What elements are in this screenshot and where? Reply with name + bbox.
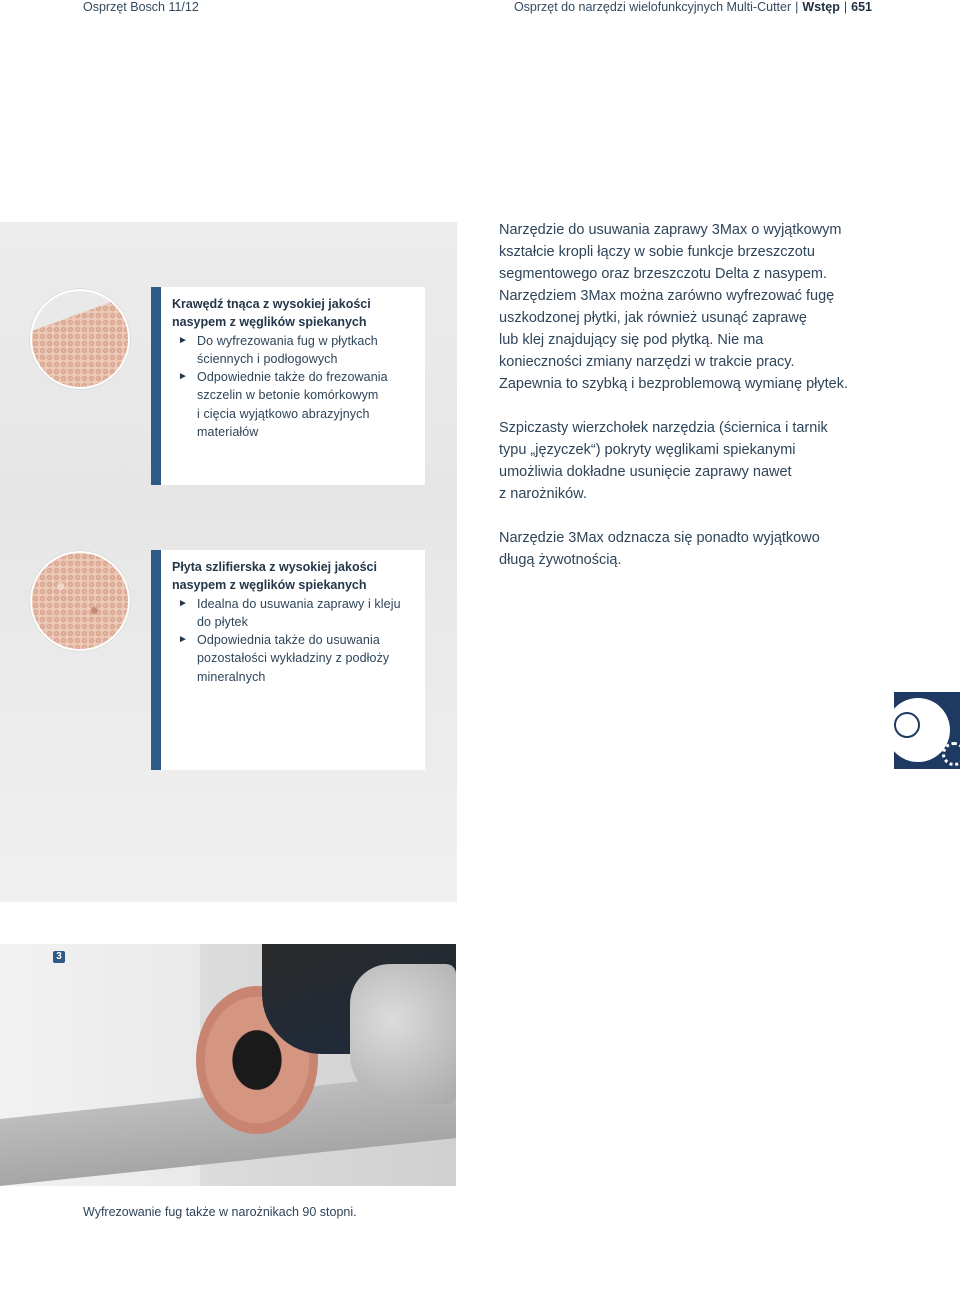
header-title: Osprzęt do narzędzi wielofunkcyjnych Multi-Cutter <box>513 0 792 14</box>
figure-caption: Wyfrezowanie fug także w narożnikach 90 stopni. <box>83 1205 357 1219</box>
list-item: ► Idealna do usuwania zaprawy i kleju do płytek <box>178 596 401 629</box>
card2-bullets <box>172 595 425 686</box>
glove-hand-image <box>350 964 456 1104</box>
card2-title: Płyta szlifierska z wysokiej jakości nasypem z węglików spiekanych <box>172 560 377 593</box>
application-photo <box>0 944 456 1186</box>
section-tab-blade-icon <box>894 692 960 769</box>
arrow-icon: ► <box>178 371 188 383</box>
card1-title: Krawędź tnąca z wysokiej jakości nasypem z węglików spiekanych <box>172 297 371 330</box>
page-number: 651 <box>851 0 872 14</box>
arrow-icon: ► <box>178 334 188 346</box>
feature-card-cutting-edge <box>151 287 425 485</box>
paragraph-3: Narzędzie 3Max odznacza się ponadto wyjątkowo długą żywotnością. <box>499 530 820 568</box>
paragraph-2: Szpiczasty wierzchołek narzędzia (ściernica i tarnik typu „języczek“) pokryty węglikami spiekanymi umożliwia dokładne usunięcie zaprawy nawet z narożników. <box>499 420 828 502</box>
card1-bullets <box>172 332 425 442</box>
figure-number-badge: 3 <box>53 951 65 963</box>
list-item: ► Odpowiednie także do frezowania szczelin w betonie komórkowym i cięcia wyjątkowo abrazyjnych materiałów <box>178 370 388 440</box>
arrow-icon: ► <box>178 597 188 609</box>
grinding-plate-sample-image <box>30 551 130 651</box>
paragraph-1: Narzędzie do usuwania zaprawy 3Max o wyjątkowym kształcie kropli łączy w sobie funkcje brzeszczotu segmentowego oraz brzeszczotu Delta z nasypem. Narzędziem 3Max można zarówno wyfrezować fugę uszkodzonej płytki, jak również usunąć zaprawę lub klej znajdujący się pod płytką. Nie ma konieczności zmiany narzędzi w trakcie pracy. Zapewnia to szybką i bezproblemową wymianę płytek. <box>499 222 848 392</box>
header-section: Wstęp <box>802 0 840 14</box>
list-item: ► Odpowiednia także do usuwania pozostałości wykładziny z podłoży mineralnych <box>178 633 390 684</box>
carbide-edge-sample-image <box>30 289 130 389</box>
blade-hub-icon <box>894 712 920 738</box>
feature-card-grinding-plate <box>151 550 425 770</box>
main-body-text <box>499 219 879 593</box>
header-right: Osprzęt do narzędzi wielofunkcyjnych Multi-Cutter | Wstęp | 651 <box>513 0 872 14</box>
arrow-icon: ► <box>178 634 188 646</box>
gear-icon <box>942 742 960 766</box>
header-left: Osprzęt Bosch 11/12 <box>83 0 199 14</box>
list-item: ► Do wyfrezowania fug w płytkach ściennych i podłogowych <box>178 333 378 366</box>
